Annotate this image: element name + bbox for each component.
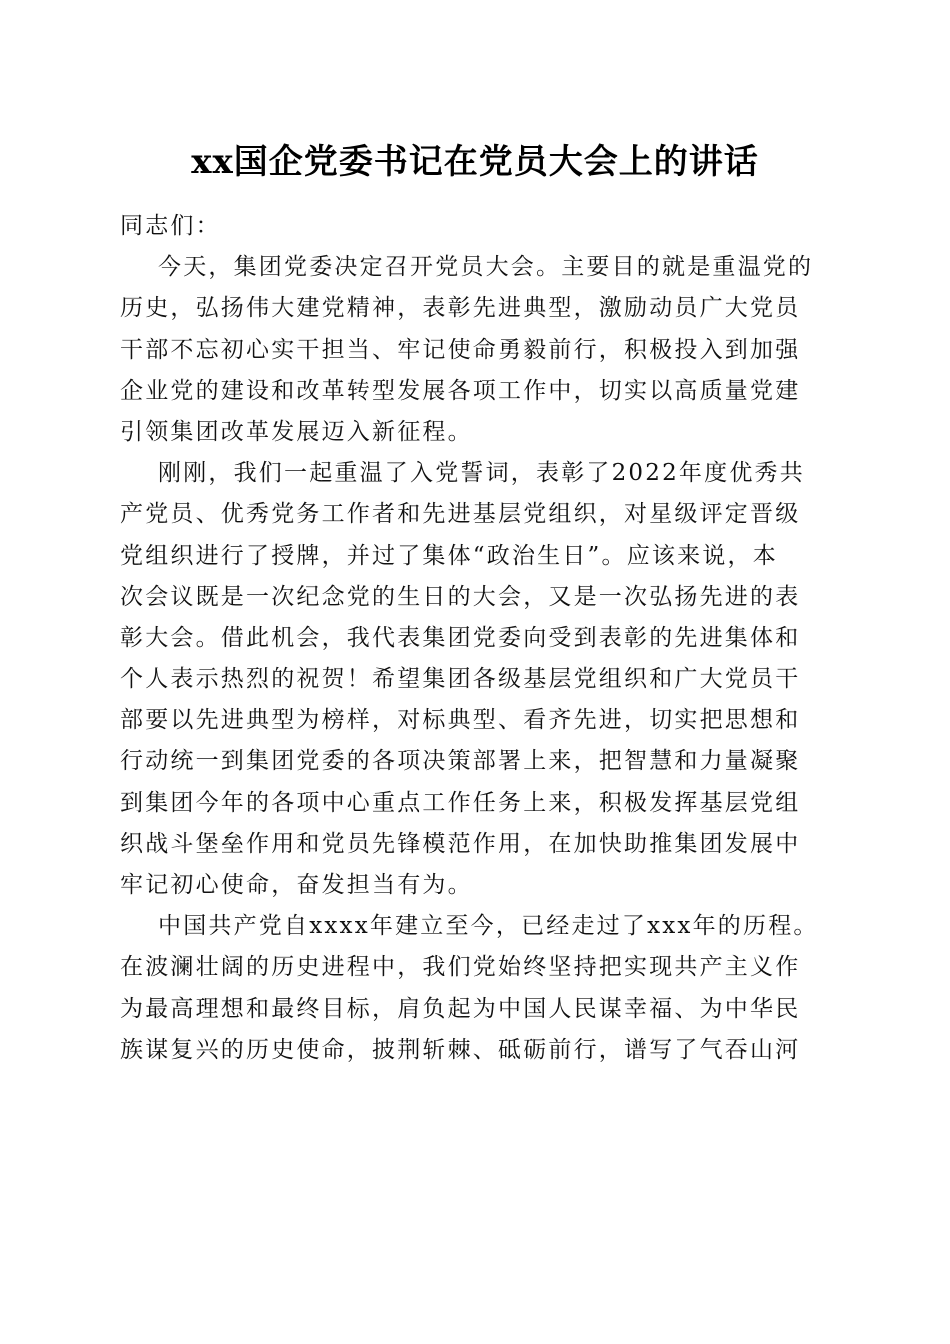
paragraph-line: 为最高理想和最终目标，肩负起为中国人民谋幸福、为中华民 (120, 995, 801, 1022)
paragraph-line: 刚刚，我们一起重温了入党誓词，表彰了2022年度优秀共 (158, 460, 805, 487)
document-body (120, 206, 840, 1071)
paragraph-line: 次会议既是一次纪念党的生日的大会，又是一次弘扬先进的表 (120, 583, 801, 610)
paragraph-line: 到集团今年的各项中心重点工作任务上来，积极发挥基层党组 (120, 789, 801, 816)
paragraph-line: 行动统一到集团党委的各项决策部署上来，把智慧和力量凝聚 (120, 748, 801, 775)
paragraph-line: 中国共产党自xxxx年建立至今，已经走过了xxx年的历程。 (158, 913, 819, 940)
paragraph-line: 在波澜壮阔的历史进程中，我们党始终坚持把实现共产主义作 (120, 954, 801, 981)
paragraph-line: 党组织进行了授牌，并过了集体“政治生日”。应该来说，本 (120, 542, 778, 569)
paragraph-line: 产党员、优秀党务工作者和先进基层党组织，对星级评定晋级 (120, 501, 801, 528)
paragraph-line: 历史，弘扬伟大建党精神，表彰先进典型，激励动员广大党员 (120, 295, 801, 322)
paragraph-line: 个人表示热烈的祝贺！希望集团各级基层党组织和广大党员干 (120, 666, 801, 693)
paragraph-line: 引领集团改革发展迈入新征程。 (120, 418, 473, 445)
paragraph-line: 彰大会。借此机会，我代表集团党委向受到表彰的先进集体和 (120, 624, 801, 651)
paragraph-line: 部要以先进典型为榜样，对标典型、看齐先进，切实把思想和 (120, 707, 801, 734)
paragraph-line: 企业党的建设和改革转型发展各项工作中，切实以高质量党建 (120, 377, 801, 404)
paragraph-line: 今天，集团党委决定召开党员大会。主要目的就是重温党的 (158, 254, 814, 281)
document-title: xx国企党委书记在党员大会上的讲话 (191, 142, 759, 182)
paragraph-line: 干部不忘初心实干担当、牢记使命勇毅前行，积极投入到加强 (120, 336, 801, 363)
salutation: 同志们： (120, 213, 221, 239)
paragraph-line: 牢记初心使命，奋发担当有为。 (120, 872, 473, 898)
paragraph-line: 族谋复兴的历史使命，披荆斩棘、砥砺前行，谱写了气吞山河 (120, 1036, 801, 1063)
paragraph-line: 织战斗堡垒作用和党员先锋模范作用，在加快助推集团发展中 (120, 830, 801, 857)
